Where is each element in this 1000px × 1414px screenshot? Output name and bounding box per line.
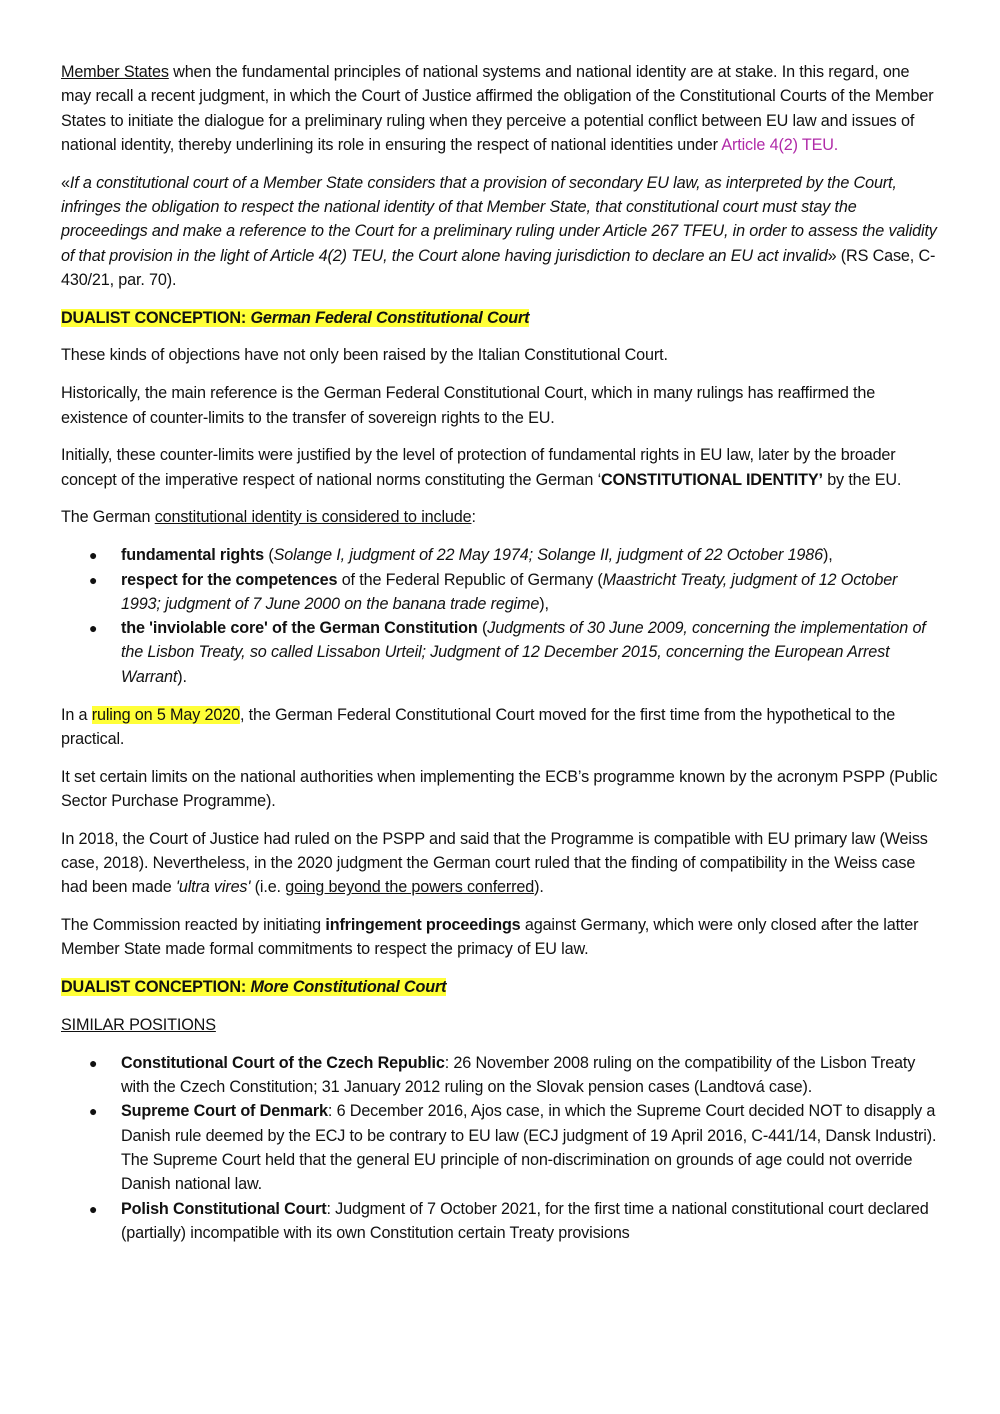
item-citation: Maastricht Treaty, judgment of 12 October 1993; judgment of 7 June 2000 on the banana trade regime [121, 570, 898, 613]
text: : [471, 508, 476, 527]
item-term: respect for the competences [121, 570, 338, 589]
court-name: Supreme Court of Denmark [121, 1102, 328, 1121]
heading-highlight [61, 309, 529, 327]
list-item [61, 1051, 941, 1100]
item-citation: Judgments of 30 June 2009, concerning the implementation of the Lisbon Treaty, so called Lissabon Urteil; Judgment of 12 December 2015, concerning the European Arrest Warrant [121, 619, 926, 686]
list-item [61, 616, 941, 689]
list-item [61, 1099, 941, 1196]
paragraph-objections: These kinds of objections have not only been raised by the Italian Constitutional Court. [61, 346, 668, 365]
list-item [61, 568, 941, 617]
highlighted-date: ruling on 5 May 2020 [91, 705, 240, 724]
member-states-text: Member States [61, 63, 169, 81]
paragraph-weiss [61, 827, 941, 900]
list-item [61, 543, 941, 567]
item-term: the 'inviolable core' of the German Constitution [121, 619, 478, 638]
text: Initially, these counter-limits were justified by the level of protection of fundamental rights in EU law, later by the broader concept of the imperative respect of national norms constituting the German ‘ [61, 446, 896, 489]
document-page [61, 60, 941, 1259]
text: by the EU. [822, 470, 902, 489]
paragraph-commission [61, 913, 941, 962]
heading-label: DUALIST CONCEPTION: [61, 978, 251, 997]
text: of the Federal Republic of Germany ( [337, 570, 603, 589]
section-heading-more [61, 975, 941, 999]
quote-paragraph [61, 171, 941, 292]
article-ref: Article 4(2) TEU. [721, 135, 839, 154]
similar-positions-list [61, 1051, 941, 1245]
text: : 26 November 2008 ruling on the compatibility of the Lisbon Treaty with the Czech Constitution; 31 January 2012 ruling on the Slovak pension cases (Landtová case). [121, 1053, 916, 1097]
bullet-icon: ● [89, 620, 98, 637]
bullet-icon: ● [89, 1103, 98, 1120]
quote-open: « [61, 173, 70, 192]
quote-citation: » (RS Case, C-430/21, par. 70). [61, 246, 936, 289]
text: ), [823, 546, 833, 565]
text: In 2018, the Court of Justice had ruled on the PSPP and said that the Programme is compatible with EU primary law (Weiss case, 2018). Nevertheless, in the 2020 judgment the German court ruled that the finding of compatibility in the Weiss case had been made [61, 829, 928, 897]
text: (i.e. [250, 878, 286, 897]
constitutional-identity-term: CONSTITUTIONAL IDENTITY’ [601, 470, 823, 489]
text: ), [539, 594, 549, 613]
bullet-icon: ● [89, 1200, 98, 1217]
intro-text: when the fundamental principles of national systems and national identity are at stake. In this regard, one may recall a recent judgment, in which the Court of Justice affirmed the obligation of the Constitutional Courts of the Member States to initiate the dialogue for a preliminary ruling when they perceive a potential conflict between EU law and issues of national identity, thereby underlining its role in ensuring the respect of national identities under [61, 63, 934, 154]
bullet-icon: ● [89, 1054, 98, 1071]
paragraph-counter-limits [61, 443, 941, 492]
underlined-text: SIMILAR POSITIONS [61, 1016, 216, 1034]
heading-label: DUALIST CONCEPTION: [61, 308, 251, 327]
paragraph-historically: Historically, the main reference is the German Federal Constitutional Court, which in many rulings has reaffirmed the existence of counter-limits to the transfer of sovereign rights to the EU. [61, 384, 876, 427]
quote-text: If a constitutional court of a Member State considers that a provision of secondary EU law, as interpreted by the Court, infringes the obligation to respect the national identity of that Member State, that constitutional court must stay the proceedings and make a reference to the Court for a preliminary ruling under Article 267 TFEU, in order to assess the validity of that provision in the light of Article 4(2) TEU, the Court alone having jurisdiction to declare an EU act invalid [61, 173, 937, 265]
court-name: Polish Constitutional Court [121, 1199, 327, 1218]
text: : Judgment of 7 October 2021, for the first time a national constitutional court declared (partially) incompatible with its own Constitution certain Treaty provisions [121, 1199, 929, 1242]
paragraph-ruling-2020 [61, 703, 941, 752]
ultra-vires-term: 'ultra vires' [175, 878, 251, 897]
item-term: fundamental rights [121, 546, 264, 565]
paragraph-identity-includes [61, 505, 941, 529]
text: The Commission reacted by initiating [61, 916, 326, 935]
text: ). [177, 667, 187, 686]
text: The German [61, 508, 155, 527]
identity-list [61, 543, 941, 689]
text: ( [477, 619, 488, 638]
heading-highlight [61, 978, 446, 996]
heading-court: More Constitutional Court [250, 978, 447, 997]
similar-positions-label [61, 1013, 941, 1037]
text: : 6 December 2016, Ajos case, in which the Supreme Court decided NOT to disapply a Danish rule deemed by the ECJ to be contrary to EU law (ECJ judgment of 19 April 2016, C-441/14, Dansk Industri). The Supreme Court held that the general EU principle of non-discrimination on grounds of age could not override Danish national law. [121, 1102, 937, 1194]
heading-court: German Federal Constitutional Court [250, 308, 530, 327]
text: ( [264, 546, 274, 565]
section-heading-german [61, 306, 941, 330]
infringement-term: infringement proceedings [325, 916, 521, 935]
text: against Germany, which were only closed after the latter Member State made formal commitments to respect the primacy of EU law. [61, 916, 919, 959]
paragraph-pspp: It set certain limits on the national authorities when implementing the ECB’s programme known by the acronym PSPP (Public Sector Purchase Programme). [61, 767, 938, 810]
text: ). [534, 878, 544, 897]
underlined-text: constitutional identity is considered to include [154, 508, 472, 527]
bullet-icon: ● [89, 547, 98, 564]
text: , the German Federal Constitutional Court moved for the first time from the hypothetical to the practical. [61, 705, 896, 748]
list-item [61, 1197, 941, 1246]
text: In a [61, 705, 92, 724]
underlined-text: going beyond the powers conferred [285, 878, 535, 897]
item-citation: Solange I, judgment of 22 May 1974; Solange II, judgment of 22 October 1986 [273, 546, 823, 565]
court-name: Constitutional Court of the Czech Republic [121, 1053, 445, 1072]
bullet-icon: ● [89, 571, 98, 588]
intro-paragraph [61, 60, 941, 157]
